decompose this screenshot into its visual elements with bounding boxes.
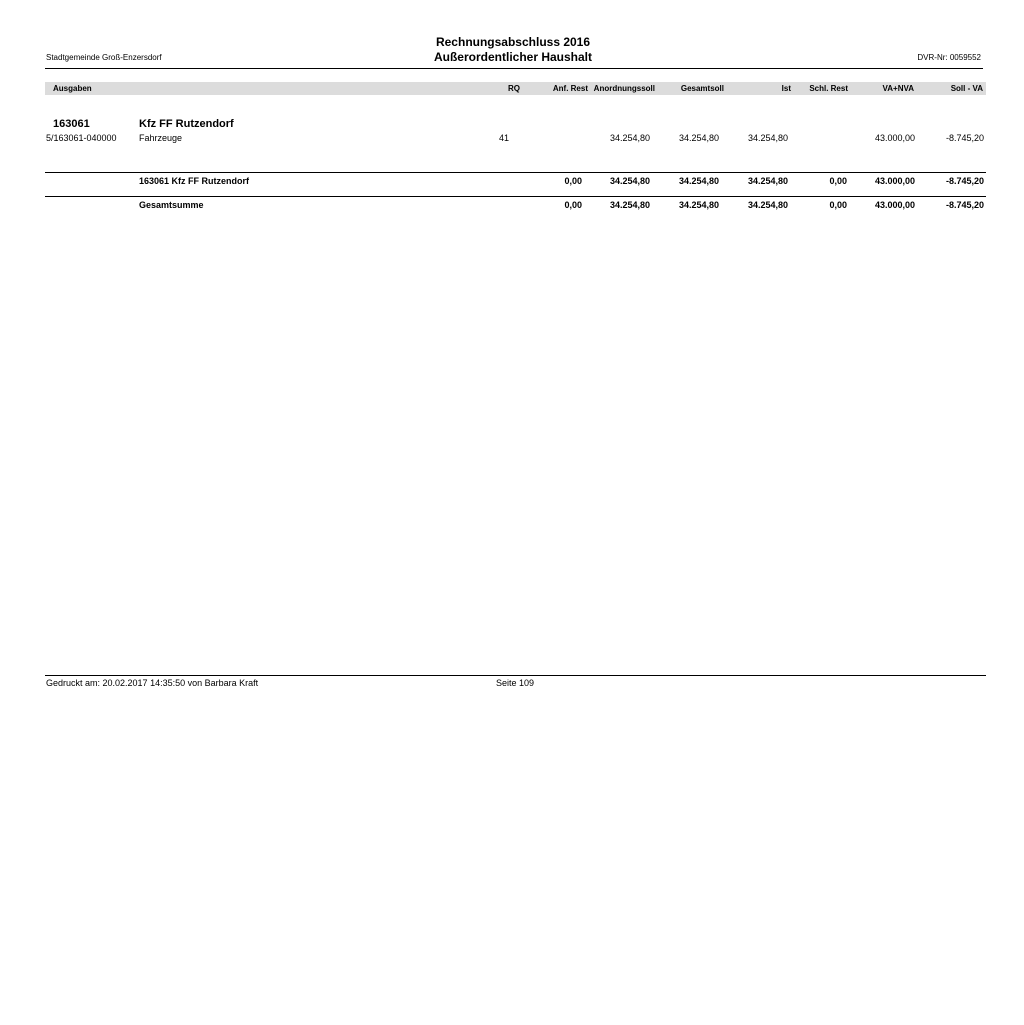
col-schl-rest: Schl. Rest — [809, 84, 848, 93]
total-schl-rest: 0,00 — [829, 200, 847, 210]
group-name: Kfz FF Rutzendorf — [139, 118, 234, 130]
total-soll-va: -8.745,20 — [945, 200, 984, 210]
total-gesamtsoll: 34.254,80 — [678, 200, 719, 210]
total-va-nva: 43.000,00 — [874, 200, 915, 210]
col-anordnungssoll: Anordnungssoll — [593, 84, 655, 93]
report-title: Rechnungsabschluss 2016 — [435, 35, 591, 49]
row-ist: 34.254,80 — [747, 133, 788, 143]
col-rq: RQ — [508, 84, 520, 93]
subtotal-ist: 34.254,80 — [747, 176, 788, 186]
total-anordnungssoll: 34.254,80 — [609, 200, 650, 210]
page-number: Seite 109 — [496, 678, 535, 688]
col-gesamtsoll: Gesamtsoll — [680, 84, 724, 93]
total-label: Gesamtsumme — [139, 200, 204, 210]
row-gesamtsoll: 34.254,80 — [678, 133, 719, 143]
total-anf-rest: 0,00 — [564, 200, 582, 210]
col-va-nva: VA+NVA — [882, 84, 914, 93]
printed-info: Gedruckt am: 20.02.2017 14:35:50 von Barbara Kraft — [46, 678, 259, 688]
subtotal-divider — [45, 172, 986, 173]
col-ausgaben: Ausgaben — [53, 84, 92, 93]
row-rq: 41 — [499, 133, 510, 143]
municipality-name: Stadtgemeinde Groß-Enzersdorf — [46, 53, 162, 62]
subtotal-label: 163061 Kfz FF Rutzendorf — [139, 176, 250, 186]
subtotal-soll-va: -8.745,20 — [945, 176, 984, 186]
subtotal-va-nva: 43.000,00 — [874, 176, 915, 186]
footer-divider — [45, 675, 986, 676]
subtotal-gesamtsoll: 34.254,80 — [678, 176, 719, 186]
row-account: 5/163061-040000 — [46, 133, 117, 143]
total-ist: 34.254,80 — [747, 200, 788, 210]
col-ist: Ist — [781, 84, 791, 93]
report-subtitle: Außerordentlicher Haushalt — [433, 50, 593, 64]
dvr-number: DVR-Nr: 0059552 — [917, 53, 981, 62]
subtotal-schl-rest: 0,00 — [829, 176, 847, 186]
row-description: Fahrzeuge — [139, 133, 183, 143]
group-code: 163061 — [53, 118, 90, 130]
subtotal-anordnungssoll: 34.254,80 — [609, 176, 650, 186]
col-anf-rest: Anf. Rest — [552, 84, 588, 93]
col-soll-va: Soll - VA — [950, 84, 983, 93]
row-va-nva: 43.000,00 — [874, 133, 915, 143]
header-divider — [45, 68, 983, 69]
total-divider — [45, 196, 986, 197]
row-anordnungssoll: 34.254,80 — [609, 133, 650, 143]
subtotal-anf-rest: 0,00 — [564, 176, 582, 186]
row-soll-va: -8.745,20 — [945, 133, 984, 143]
